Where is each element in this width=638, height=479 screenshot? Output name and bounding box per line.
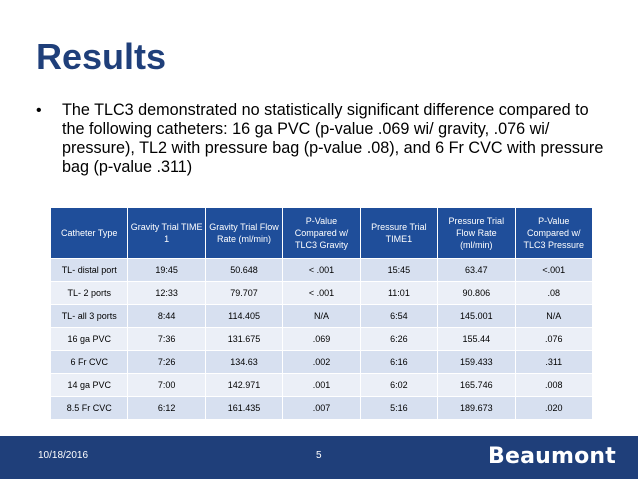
table-cell: 131.675 (205, 328, 282, 351)
table-cell: .08 (515, 282, 592, 305)
table-cell: 16 ga PVC (51, 328, 128, 351)
table-cell: 6:26 (360, 328, 437, 351)
table-cell: N/A (515, 305, 592, 328)
table-cell: 8.5 Fr CVC (51, 397, 128, 420)
table-cell: 145.001 (438, 305, 515, 328)
table-cell: 19:45 (128, 259, 205, 282)
footer-date: 10/18/2016 (38, 450, 89, 461)
table-cell: .007 (283, 397, 360, 420)
table-header-row (51, 208, 593, 259)
table-cell: 63.47 (438, 259, 515, 282)
table-cell: < .001 (283, 259, 360, 282)
table-cell: .069 (283, 328, 360, 351)
header-gravity-p-value: P-Value Compared w/ TLC3 Gravity (283, 208, 360, 259)
header-pressure-p-value: P-Value Compared w/ TLC3 Pressure (515, 208, 592, 259)
results-table (50, 207, 593, 420)
table-cell: 134.63 (205, 351, 282, 374)
beaumont-logo: Beaumont (487, 444, 616, 469)
table-cell: .001 (283, 374, 360, 397)
table-cell: <.001 (515, 259, 592, 282)
bullet-mark: • (36, 102, 42, 119)
table-cell: 159.433 (438, 351, 515, 374)
bullet-text: The TLC3 demonstrated no statistically significant difference compared to the following catheters: 16 ga PVC (p-value .069 wi/ gravity, .076 wi/ pressure), TL2 with pressure bag (p-value .08), and 6 Fr CVC with pressure bag (p-value .311) (62, 101, 604, 176)
table-row (51, 305, 593, 328)
table-cell: .008 (515, 374, 592, 397)
table-row (51, 328, 593, 351)
table-cell: N/A (283, 305, 360, 328)
table-row (51, 397, 593, 420)
table-row (51, 259, 593, 282)
header-catheter-type: Catheter Type (51, 208, 128, 259)
table-cell: 142.971 (205, 374, 282, 397)
table-cell: 155.44 (438, 328, 515, 351)
table-row (51, 351, 593, 374)
slide-title: Results (36, 36, 167, 77)
table-cell: 5:16 (360, 397, 437, 420)
table-cell: 7:26 (128, 351, 205, 374)
table-cell: TL- 2 ports (51, 282, 128, 305)
header-pressure-flow-rate: Pressure Trial Flow Rate (ml/min) (438, 208, 515, 259)
table-cell: 15:45 (360, 259, 437, 282)
bullet-point (36, 101, 606, 177)
table-cell: 165.746 (438, 374, 515, 397)
table-cell: 6:54 (360, 305, 437, 328)
table-row (51, 282, 593, 305)
table-cell: 11:01 (360, 282, 437, 305)
table-cell: 6:12 (128, 397, 205, 420)
table-cell: 14 ga PVC (51, 374, 128, 397)
table-cell: 6 Fr CVC (51, 351, 128, 374)
table-cell: .311 (515, 351, 592, 374)
table-cell: 6:16 (360, 351, 437, 374)
table-cell: TL- distal port (51, 259, 128, 282)
table-cell: 6:02 (360, 374, 437, 397)
page-number: 5 (316, 450, 322, 461)
table-row (51, 374, 593, 397)
table-cell: 189.673 (438, 397, 515, 420)
table-cell: 161.435 (205, 397, 282, 420)
table-cell: 7:36 (128, 328, 205, 351)
table-cell: 8:44 (128, 305, 205, 328)
header-gravity-time: Gravity Trial TIME 1 (128, 208, 205, 259)
table-cell: 7:00 (128, 374, 205, 397)
table-cell: .020 (515, 397, 592, 420)
footer-bar (0, 436, 638, 479)
table-cell: < .001 (283, 282, 360, 305)
table-cell: 90.806 (438, 282, 515, 305)
table-cell: 12:33 (128, 282, 205, 305)
table-cell: .002 (283, 351, 360, 374)
table-cell: 50.648 (205, 259, 282, 282)
table-cell: TL- all 3 ports (51, 305, 128, 328)
table-cell: 114.405 (205, 305, 282, 328)
header-pressure-time: Pressure Trial TIME1 (360, 208, 437, 259)
table-cell: 79.707 (205, 282, 282, 305)
table-cell: .076 (515, 328, 592, 351)
header-gravity-flow-rate: Gravity Trial Flow Rate (ml/min) (205, 208, 282, 259)
